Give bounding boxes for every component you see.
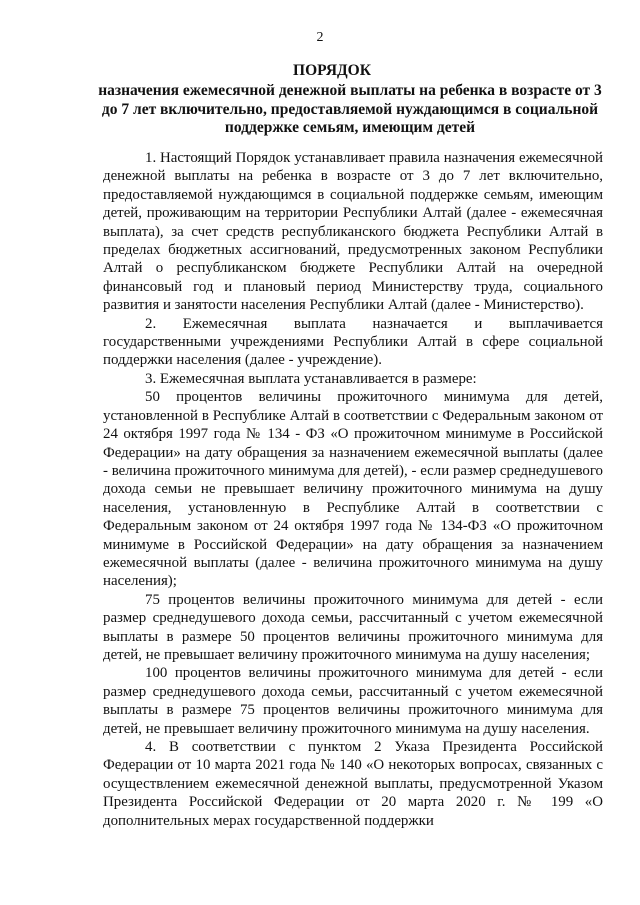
- document-body: [103, 149, 603, 830]
- paragraph-1: 1. Настоящий Порядок устанавливает правила назначения ежемесячной денежной выплаты на ребенка в возрасте от 3 до 7 лет включительно, предоставляемой нуждающимся в социальной поддержке семьям, имеющим детей, проживающим на территории Республики Алтай (далее - ежемесячная выплата), за счет средств республиканского бюджета Республики Алтай в пределах бюджетных ассигнований, предусмотренных законом Республики Алтай о республиканском бюджете Республики Алтай на очередной финансовый год и плановый период Министерству труда, социального развития и занятости населения Республики Алтай (далее - Министерство).: [103, 150, 603, 314]
- paragraph-3: 3. Ежемесячная выплата устанавливается в размере:: [145, 370, 477, 387]
- document-subtitle: назначения ежемесячной денежной выплаты на ребенка в возрасте от 3 до 7 лет включительно, предоставляемой нуждающимся в социальной поддержке семьям, имеющим детей: [98, 82, 602, 136]
- paragraph-3-item-100: 100 процентов величины прожиточного минимума для детей - если размер среднедушевого дохода семьи, рассчитанный с учетом ежемесячной выплаты в размере 75 процентов величины прожиточного минимума для детей, не превышает величину прожиточного минимума на душу населения.: [103, 665, 603, 737]
- paragraph-2: 2. Ежемесячная выплата назначается и выплачивается государственными учреждениями Республики Алтай в сфере социальной поддержки населения (далее - учреждение).: [103, 315, 603, 369]
- paragraph-3-item-75: 75 процентов величины прожиточного минимума для детей - если размер среднедушевого дохода семьи, рассчитанный с учетом ежемесячной выплаты в размере 50 процентов величины прожиточного минимума для детей, не превышает величину прожиточного минимума на душу населения;: [103, 591, 603, 663]
- page-number: 2: [316, 30, 324, 45]
- paragraph-4: 4. В соответствии с пунктом 2 Указа Президента Российской Федерации от 10 марта 2021 года № 140 «О некоторых вопросах, связанных с осуществлением ежемесячной денежной выплаты, предусмотренной Указом Президента Российской Федерации от 20 марта 2020 г. № 199 «О дополнительных мерах государственной поддержки: [103, 739, 603, 829]
- document-title: ПОРЯДОК: [293, 62, 371, 79]
- paragraph-3-item-50: 50 процентов величины прожиточного минимума для детей, установленной в Республике Алтай в соответствии с Федеральным законом от 24 октября 1997 года № 134 - ФЗ «О прожиточном минимуме в Российской Федерации» на дату обращения за назначением ежемесячной выплаты (далее - величина прожиточного минимума для детей), - если размер среднедушевого дохода семьи не превышает величину прожиточного минимума на душу населения, установленную в Республике Алтай в соответствии с Федеральным законом от 24 октября 1997 года № 134-ФЗ «О прожиточном минимуме в Российской Федерации» на дату обращения за назначением ежемесячной выплаты (далее - величина прожиточного минимума на душу населения);: [103, 389, 603, 590]
